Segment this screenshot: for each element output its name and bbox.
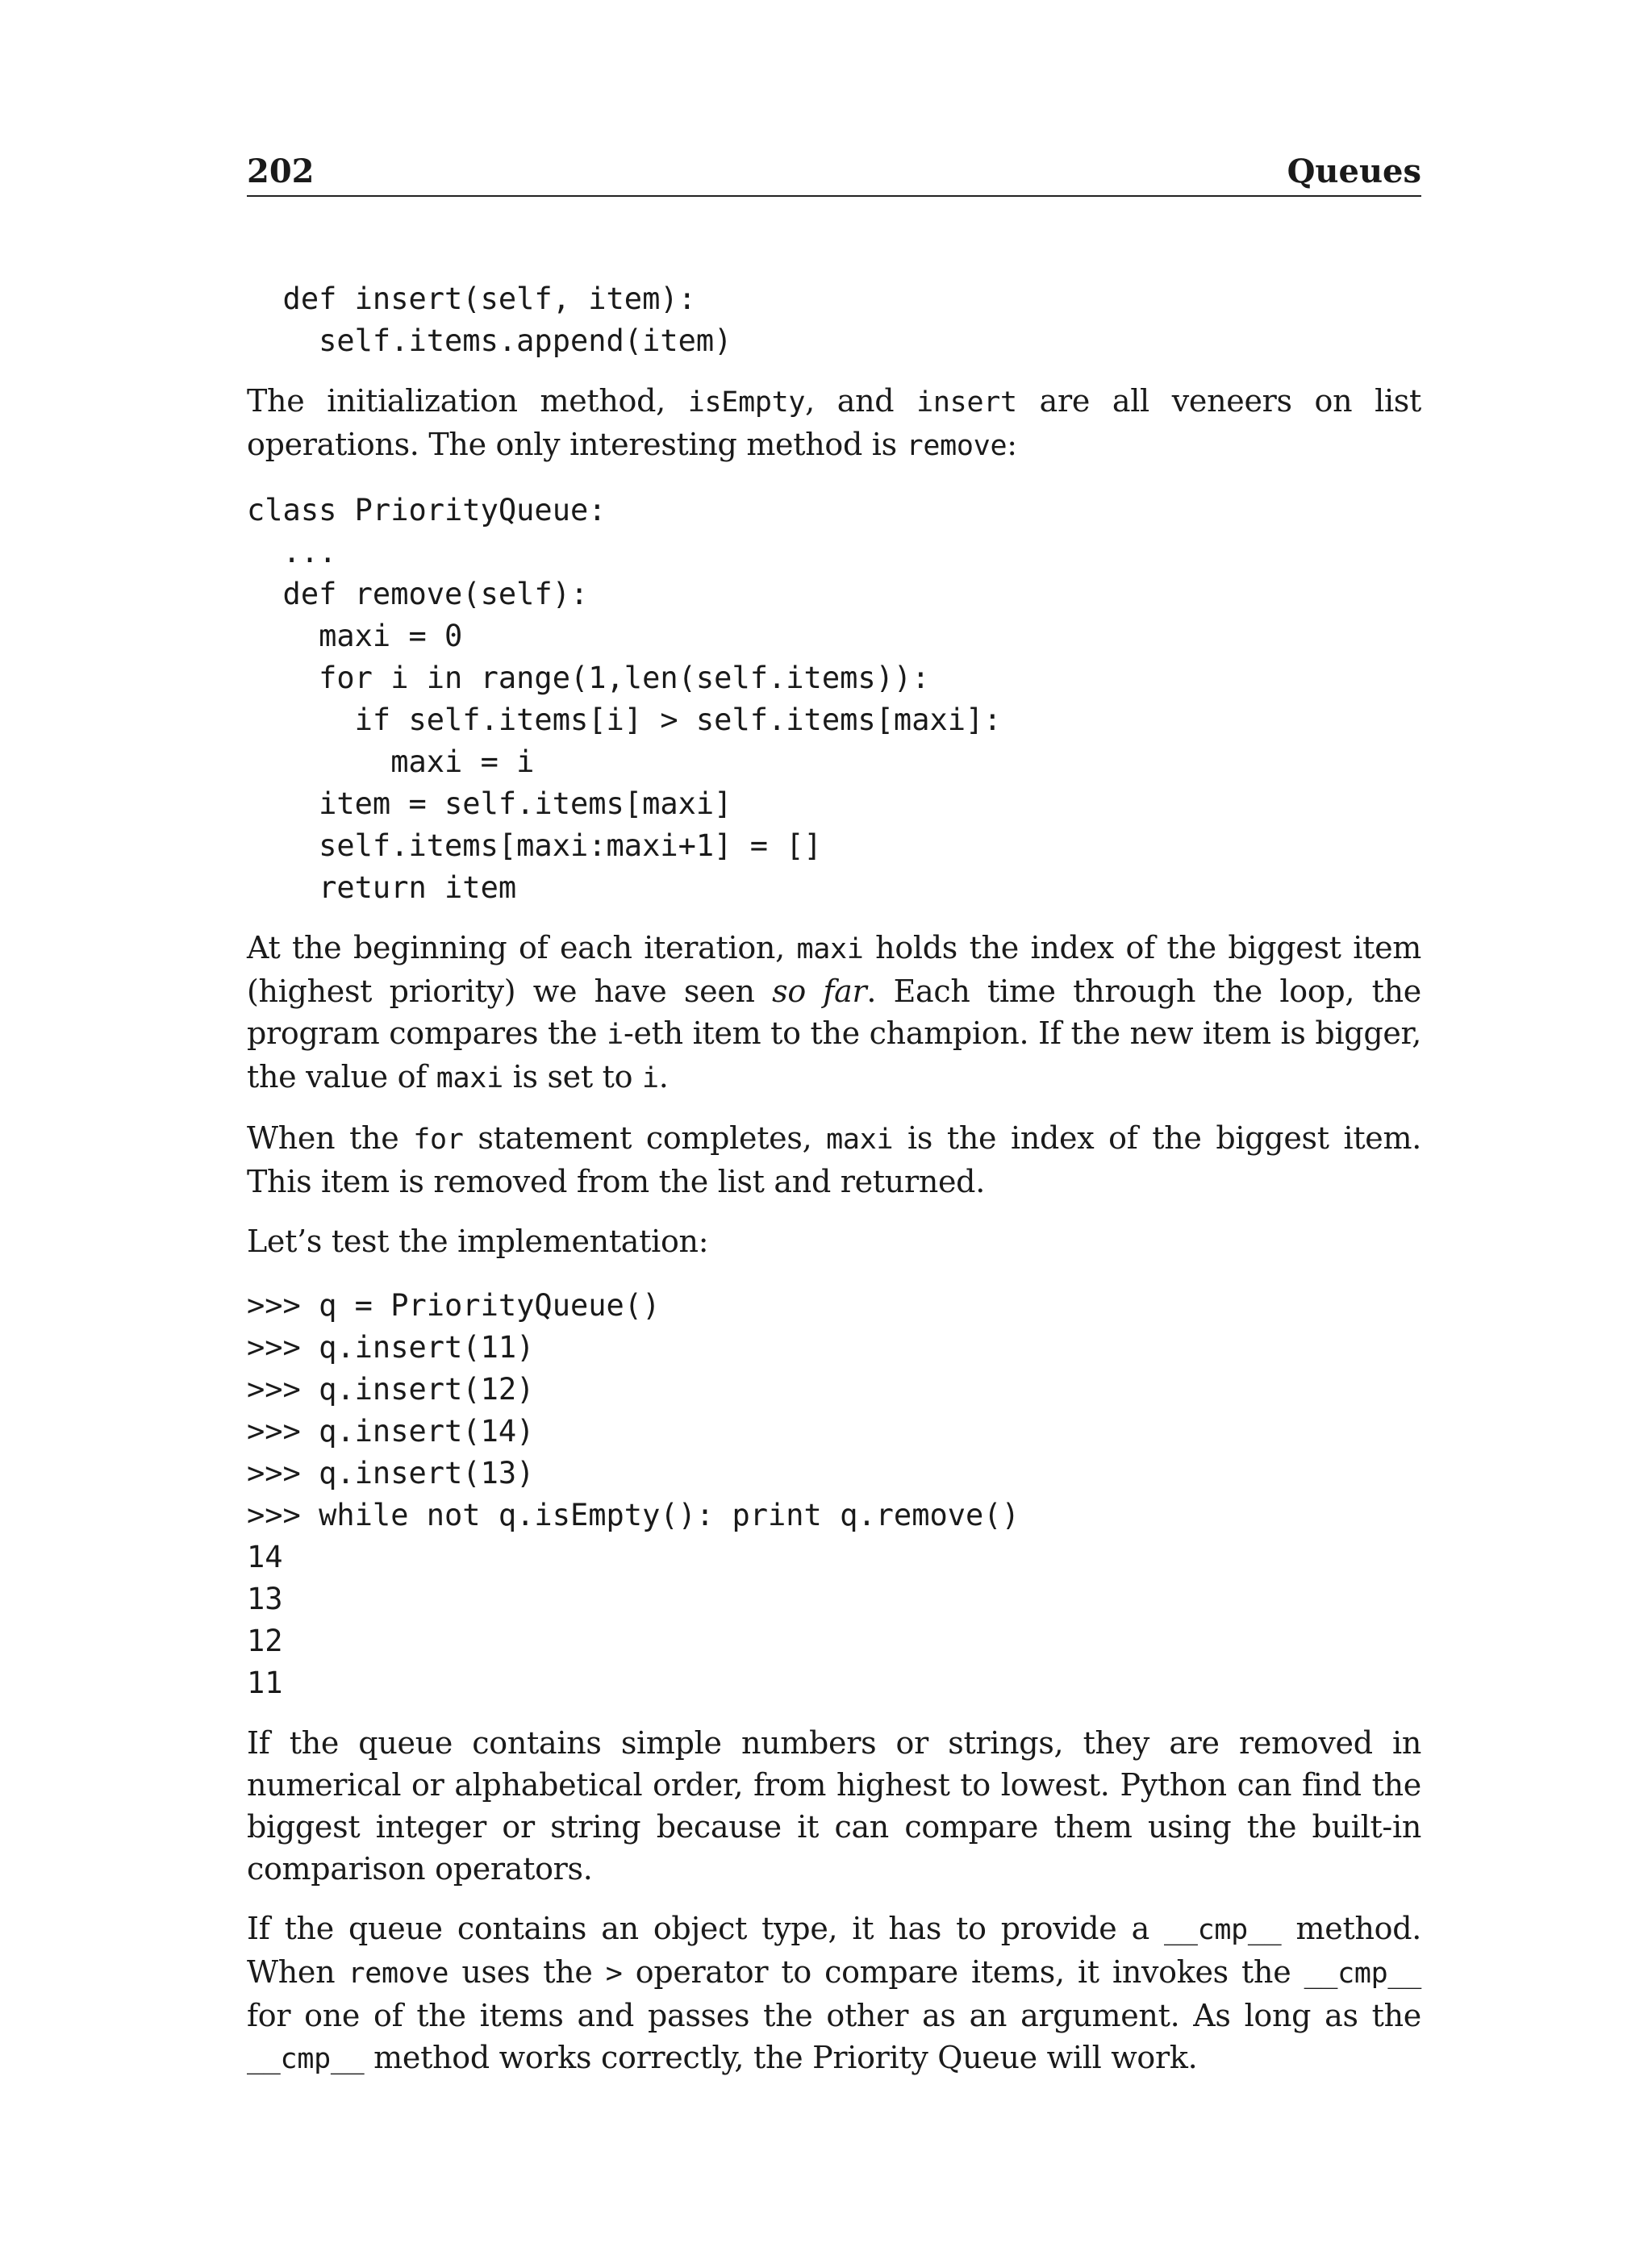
text-run: is set to: [503, 1059, 642, 1094]
text-run: :: [1007, 427, 1017, 462]
text-run: holds the index of the biggest item (highest priority) we have seen: [247, 930, 1421, 1009]
book-page: [247, 0, 1421, 2264]
text-run: is the index of the biggest item. This item is removed from the list and returned.: [247, 1120, 1422, 1199]
emphasis: so far: [772, 974, 867, 1009]
inline-code: maxi: [436, 1062, 503, 1094]
text-run: If the queue contains an object type, it has to provide a: [247, 1911, 1165, 1946]
text-run: , and: [805, 383, 917, 419]
paragraph-iteration: [247, 927, 1421, 1099]
inline-code: >: [605, 1958, 623, 1990]
inline-code: __cmp__: [1164, 1914, 1282, 1946]
paragraph-for-completes: [247, 1117, 1421, 1203]
inline-code: for: [413, 1124, 464, 1156]
running-header: [247, 148, 1421, 197]
paragraph-veneers: [247, 380, 1421, 467]
text-run: are all veneers on list operations. The only interesting method is: [247, 383, 1421, 462]
paragraph-object-type: [247, 1908, 1421, 2080]
text-run: -eth item to the champion. If the new item is bigger, the value of: [247, 1015, 1421, 1094]
paragraph-simple-numbers: If the queue contains simple numbers or strings, they are removed in numerical or alphabetical order, from highest to lowest. Python can find the biggest integer or string because it can compare them using the built-in comparison operators.: [247, 1725, 1421, 1887]
text-run: When the: [247, 1120, 414, 1156]
text-run: for one of the items and passes the other as an argument. As long as the: [247, 1998, 1421, 2033]
inline-code: maxi: [796, 933, 864, 965]
inline-code: isEmpty: [687, 386, 806, 419]
inline-code: remove: [348, 1958, 449, 1990]
text-run: statement completes,: [463, 1120, 827, 1156]
text-run: The initialization method,: [247, 383, 688, 419]
inline-code: __cmp__: [1304, 1958, 1421, 1990]
page-number: 202: [247, 152, 315, 190]
text-run: uses the: [448, 1954, 606, 1990]
text-run: At the beginning of each iteration,: [247, 930, 797, 965]
text-run: . Each time through the loop, the program compares the: [247, 974, 1421, 1051]
text-run: method. When: [247, 1911, 1421, 1990]
inline-code: __cmp__: [247, 2043, 365, 2075]
inline-code: remove: [906, 430, 1007, 462]
chapter-title: Queues: [1287, 152, 1421, 190]
text-run: operator to compare items, it invokes the: [622, 1954, 1304, 1990]
code-block-insert: def insert(self, item): self.items.append(item): [282, 281, 732, 358]
inline-code: i: [607, 1019, 624, 1051]
text-run: method works correctly, the Priority Queue will work.: [364, 2040, 1198, 2075]
text-run: .: [658, 1059, 669, 1094]
inline-code: maxi: [826, 1124, 894, 1156]
paragraph-test-intro: Let’s test the implementation:: [247, 1224, 709, 1259]
code-block-remove: class PriorityQueue: ... def remove(self): maxi = 0 for i in range(1,len(self.items)): if self.items[i] > self.items[maxi]: maxi = i item = self.items[maxi] self.items[maxi:maxi+1] = [] return item: [247, 493, 1002, 905]
inline-code: insert: [916, 386, 1017, 419]
body-text: [247, 278, 1421, 2080]
inline-code: i: [641, 1062, 659, 1094]
code-block-test: >>> q = PriorityQueue() >>> q.insert(11) >>> q.insert(12) >>> q.insert(14) >>> q.insert(13) >>> while not q.isEmpty(): print q.remove() 14 13 12 11: [247, 1288, 1020, 1700]
